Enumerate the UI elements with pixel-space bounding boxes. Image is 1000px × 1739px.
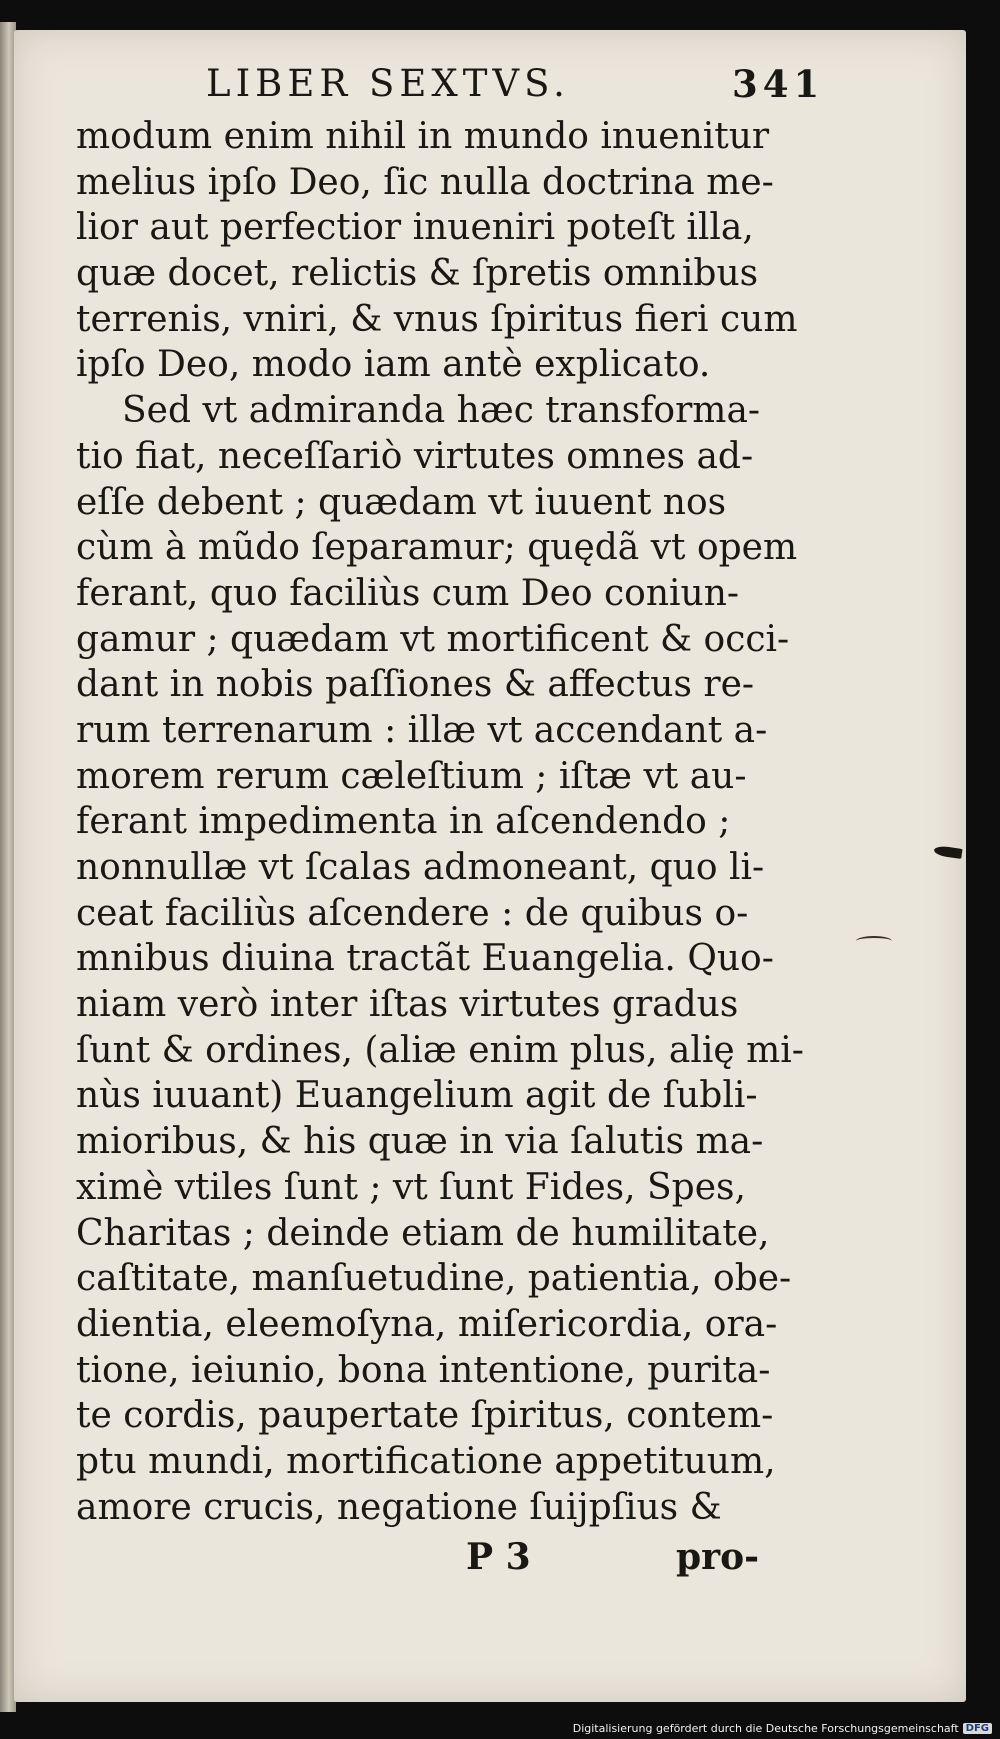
text-line: modum enim nihil in mundo inuenitur bbox=[76, 116, 770, 157]
text-line: Charitas ; deinde etiam de humilitate, bbox=[76, 1212, 770, 1254]
text-line: ceat faciliùs aſcendere : de quibus o- bbox=[76, 892, 749, 934]
text-line: mnibus diuina tractãt Euangelia. Quo- bbox=[76, 938, 774, 980]
text-line: terrenis, vniri, & vnus ſpiritus fieri cum bbox=[76, 298, 798, 340]
page-number: 341 bbox=[732, 62, 825, 106]
signature-mark: P 3 bbox=[466, 1536, 531, 1579]
text-line: ferant, quo faciliùs cum Deo coniun- bbox=[76, 572, 740, 614]
catchword: pro- bbox=[676, 1536, 760, 1579]
text-line: ximè vtiles ſunt ; vt ſunt Fides, Spes, bbox=[76, 1166, 746, 1208]
text-line: dientia, eleemoſyna, miſericordia, ora- bbox=[76, 1303, 778, 1345]
text-line: Sed vt admiranda hæc transforma- bbox=[122, 390, 761, 432]
text-line: nùs iuuant) Euangelium agit de ſubli- bbox=[76, 1075, 758, 1117]
book-page bbox=[14, 30, 966, 1702]
text-line: te cordis, paupertate ſpiritus, contem- bbox=[76, 1395, 774, 1437]
running-title: LIBER SEXTVS. bbox=[206, 62, 570, 105]
text-line: melius ipſo Deo, ſic nulla doctrina me- bbox=[76, 161, 774, 203]
text-line: cùm à mũdo ſeparamur; quędã vt opem bbox=[76, 527, 798, 569]
text-line: morem rerum cæleſtium ; iſtæ vt au- bbox=[76, 755, 747, 797]
text-line: ptu mundi, mortificatione appetituum, bbox=[76, 1440, 776, 1482]
text-line: ferant impedimenta in aſcendendo ; bbox=[76, 801, 731, 843]
text-line: eſſe debent ; quædam vt iuuent nos bbox=[76, 481, 727, 523]
text-line: ſunt & ordines, (aliæ enim plus, alię mi- bbox=[76, 1029, 804, 1071]
text-line: amore crucis, negatione ſuijpſius & bbox=[76, 1486, 722, 1528]
text-line: niam verò inter iſtas virtutes gradus bbox=[76, 984, 739, 1026]
text-line: mioribus, & his quæ in via ſalutis ma- bbox=[76, 1121, 764, 1163]
dfg-logo: DFG bbox=[963, 1723, 992, 1734]
ink-mark bbox=[856, 936, 892, 946]
page-content bbox=[76, 62, 825, 1596]
text-line: tio fiat, neceſſariò virtutes omnes ad- bbox=[76, 435, 754, 477]
text-line: quæ docet, relictis & ſpretis omnibus bbox=[76, 253, 759, 295]
text-line: nonnullæ vt ſcalas admoneant, quo li- bbox=[76, 847, 765, 888]
digitization-credit bbox=[573, 1722, 992, 1735]
credit-text: Digitalisierung gefördert durch die Deutsche Forschungsgemeinschaft bbox=[572, 1722, 959, 1735]
text-line: rum terrenarum : illæ vt accendant a- bbox=[76, 709, 768, 751]
text-line: dant in nobis paſſiones & affectus re- bbox=[76, 664, 755, 706]
text-line: caſtitate, manſuetudine, patientia, obe- bbox=[76, 1258, 792, 1300]
page-footer bbox=[76, 1536, 776, 1596]
text-line: gamur ; quædam vt mortificent & occi- bbox=[76, 618, 790, 660]
text-block bbox=[76, 114, 804, 1530]
text-line: tione, ieiunio, bona intentione, purita- bbox=[76, 1349, 771, 1391]
running-head bbox=[76, 62, 825, 114]
text-line: ipſo Deo, modo iam antè explicato. bbox=[76, 344, 711, 386]
text-line: lior aut perfectior inueniri poteſt illa, bbox=[76, 207, 754, 249]
